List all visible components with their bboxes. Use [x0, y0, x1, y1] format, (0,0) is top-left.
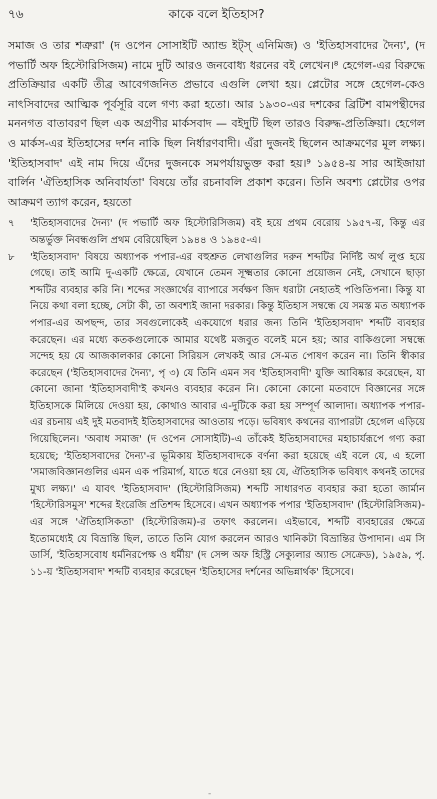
- footnote-text: 'ইতিহাসবাদের দৈন্য' (দ পভার্টি অফ হিস্টোরিসিজম) বই হয়ে প্রথম বেরোয় ১৯৫৭-য়, কিন্তু এর অন্তর্ভুক্ত নিবন্ধগুলি প্রথম বেরিয়েছিল ১৯৪৪ ও ১৯৪৫-এ।: [30, 218, 425, 246]
- footnote-text: 'ইতিহাসবাদ' বিষয়ে অধ্যাপক পপার-এর বহুশ্রুত লেখাগুলির দরুন শব্দটির নির্দিষ্ট অর্থ লুপ্ত হয়ে গেছে। তাই আমি দু-একটি ক্ষেত্রে, যেখানে তেমন সূক্ষ্মতার কোনো প্রয়োজন নেই, সেখানে ছাড়া শব্দটির ব্যবহার করি নি। শব্দের সংজ্ঞার্থের ব্যাপারে সর্বক্ষণ জিদ ধরাটা নেহাতই পণ্ডিতিপনা। কিন্তু যা নিয়ে কথা বলা হচ্ছে, সেটা কী, তা অবশ্যই জানা দরকার। কিন্তু ইতিহাস সম্বন্ধে যে সমস্ত মত অধ্যাপক পপার-এর অপছন্দ, তার সবগুলোকেই একযোগে ধরার জন্য তিনি 'ইতিহাসবাদ' শব্দটি ব্যবহার করেছেন। এর মধ্যে কতকগুলোকে আমার যথেষ্ট মজবুত বলেই মনে হয়; আর বাকিগুলো সম্বন্ধে সন্দেহ হয় যে আজকালকার কোনো সিরিয়স লেখকই আর সে-মত পোষণ করেন না। তিনি স্বীকার করেছেন ('ইতিহাসবাদের দৈন্য', পৃ ৩) যে তিনি এমন সব 'ইতিহাসবাদী' যুক্তি আবিষ্কার করেছেন, যা কোনো জানা 'ইতিহাসবাদী'ই কখনও ব্যবহার করেন নি। কোনো কোনো মতবাদে বিজ্ঞানের সঙ্গে ইতিহাসকে মিলিয়ে দেওয়া হয়, কোথাও আবার এ-দুটিকে করা হয় সম্পূর্ণ আলাদা। অধ্যাপক পপার-এর রচনায় এই দুই মতবাদই ইতিহাসবাদের আওতায় পড়ে। ভবিষ্যৎ কথনের ব্যাপারটা হেগেল এড়িয়ে গিয়েছিলেন। 'অবাধ সমাজ' (দ ওপেন সোসাইটি)-এ তাঁকেই ইতিহাসবাদের মহাচার্যরূপে গণ্য করা হয়েছে; 'ইতিহাসবাদের দৈন্য'-র ভূমিকায় ইতিহাসবাদকে বর্ণনা করা হয়েছে এই বলে যে, এ হলো 'সমাজবিজ্ঞানগুলির এমন এক পরিমার্গ, যাতে ধরে নেওয়া হয় যে, ঐতিহাসিক ভবিষ্যৎ কথনই তাদের মুখ্য লক্ষ্য।' এ যাবৎ 'ইতিহাসবাদ' (হিস্টোরিসিজম) শব্দটি সাধারণত ব্যবহার করা হতো জার্মান 'হিস্টোরিসমুস' শব্দের ইংরেজি প্রতিশব্দ হিসেবে। এখন অধ্যাপক পপার 'ইতিহাসবাদ' (হিস্টোরিসিজম)-এর সঙ্গে 'ঐতিহাসিকতা' (হিস্টোরিজম)-র তফাৎ করলেন। এইভাবে, শব্দটি ব্যবহারের ক্ষেত্রে ইতোমধ্যেই যে বিভ্রান্তি ছিল, তাতে তিনি যোগ করলেন আরও খানিকটা বিভ্রান্তির উপাদান। এম সি ডার্সি, 'ইতিহাসবোধ ধর্মনিরপেক্ষ ও ধর্মীয়' (দ সেন্স অফ হিস্ট্রি সেক্যুলার অ্যান্ড সেক্রেড), ১৯৫৯, পৃ. ১১-য় 'ইতিহাসবাদ' শব্দটি ব্যবহার করেছেন 'ইতিহাসের দর্শনের অভিন্নার্থক' হিসেবে।: [30, 251, 425, 578]
- footnotes: [8, 216, 425, 581]
- footnote-number: ৮: [8, 251, 15, 263]
- running-title: কাকে বলে ইতিহাস?: [168, 7, 265, 21]
- page-number: ৭৬: [8, 7, 24, 21]
- footnote-number: ৭: [8, 218, 15, 230]
- page-header: [8, 6, 425, 26]
- main-text: [8, 36, 425, 212]
- body-paragraph: সমাজ ও তার শত্রুরা' (দ ওপেন সোসাইটি অ্যান্ড ইট্স্ এনিমিজ) ও 'ইতিহাসবাদের দৈন্য', (দ পভার্টি অফ হিস্টোরিসিজম) নামে দুটি আরও জনবোধ্য ধরনের বই লেখেন।⁸ হেগেল-এর বিরুদ্ধে প্রতিক্রিয়ার একটি তীব্র আবেগজনিত প্রভাবে এগুলি লেখা হয়। প্লেটোর সঙ্গে হেগেল-কেও নাৎসিবাদের আত্মিক পূর্বসূরি বলে গণ্য করা হতো। আর ১৯৩০-এর দশকের ব্রিটিশ বামপন্থীদের মননগত বাতাবরণ ছিল এক অগ্রণীর মার্কসবাদ — বইদুটি ছিল তারও বিরুদ্ধ-প্রতিক্রিয়া। হেগেল ও মার্কস-এর ইতিহাসের দর্শন নাকি ছিল নির্ধারণবাদী। এঁরা দুজনই ছিলেন আক্রমণের মূল লক্ষ্য। 'ইতিহাসবাদ' এই নাম দিয়ে এঁদের দুজনকে সমপর্যায়ভুক্ত করা হয়।⁹ ১৯৫৪-য় সার আইজায়া বার্লিন 'ঐতিহাসিক অনিবার্যতা' বিষয়ে তাঁর রচনাবলি প্রকাশ করেন। তিনি অবশ্য প্লেটোর ওপর আক্রমণ ত্যাগ করেন, হয়তো: [8, 39, 425, 209]
- bottom-mark: -: [208, 789, 212, 799]
- footnote-7: [8, 216, 425, 249]
- footnote-8: [8, 250, 425, 582]
